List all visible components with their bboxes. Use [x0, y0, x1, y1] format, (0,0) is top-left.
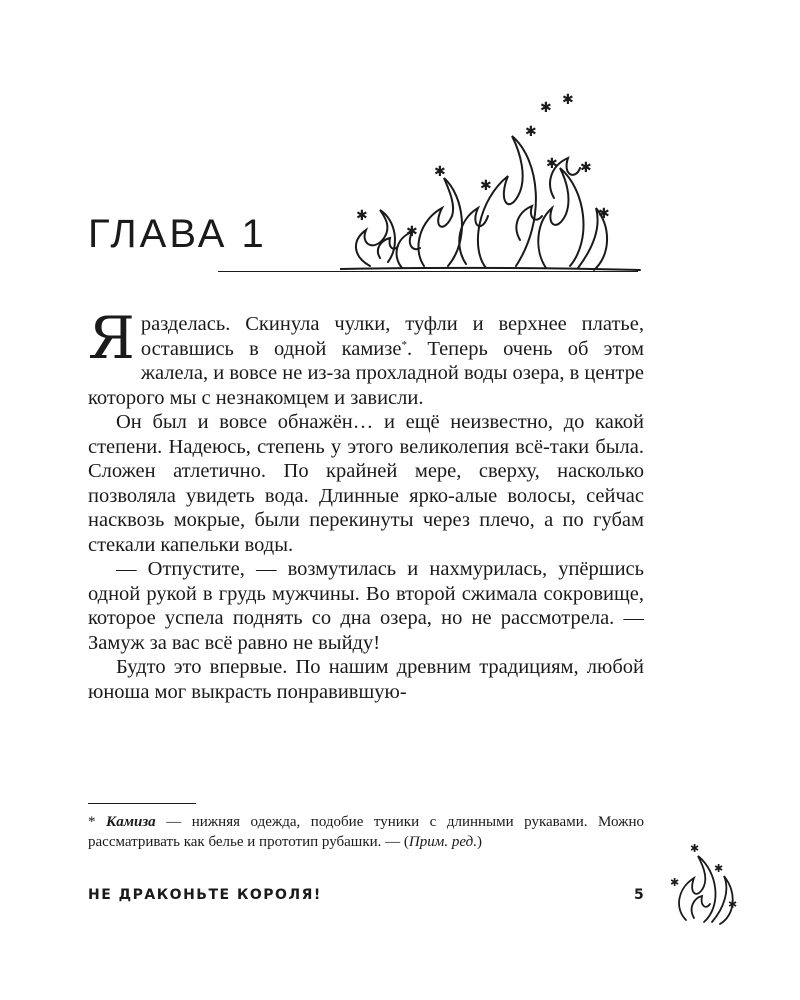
- footnote-marker: *: [88, 814, 107, 830]
- star-icon: ✱: [540, 100, 552, 116]
- flame-stroke: [692, 896, 710, 918]
- paragraph-4: Будто это впервые. По нашим древним традициям, любой юноша мог выкрасть понравившую-: [88, 656, 644, 703]
- star-icon: ✱: [598, 206, 610, 222]
- star-icon: ✱: [562, 92, 574, 108]
- star-icon: ✱: [580, 160, 592, 176]
- running-title: НЕ ДРАКОНЬТЕ КОРОЛЯ!: [88, 887, 322, 903]
- flame-stroke: [538, 168, 583, 268]
- star-icon: ✱: [525, 124, 537, 140]
- star-icon: ✱: [690, 842, 700, 855]
- star-icon: ✱: [728, 898, 738, 911]
- paragraph-text: разделась. Скинула чулки, туфли и верхнее платье, оставшись в одной камизе: [140, 313, 644, 360]
- paragraph-2: Он был и вовсе обнажён… и ещё неизвестно, до какой степени. Надеюсь, степень у этого великолепия всё-таки была. Сложен атлетично. По крайней мере, сверху, насколько позволяла увидеть вода. Длинные ярко-алые волосы, сейчас насквозь мокрые, были перекинуты через плечо, а по губам стекали капельки воды.: [88, 411, 644, 556]
- star-icon: ✱: [670, 876, 680, 889]
- paragraph-3: — Отпустите, — возмутилась и нахмурилась, упёршись одной рукой в грудь мужчины. Во второй сжимала сокровище, которое успела поднять со дна озера, но не рассмотрела. — Замуж за вас всё равно не выйду!: [88, 558, 644, 654]
- title-rule: [218, 271, 638, 272]
- star-icon: ✱: [714, 862, 724, 875]
- paragraph-text: . Теперь очень об этом жалела, и вовсе не из-за прохладной воды озера, в центре которого мы с незнакомцем и зависли.: [88, 337, 644, 409]
- footnote-rule: [88, 803, 196, 804]
- paragraph-1: [88, 304, 644, 410]
- page-number: 5: [634, 887, 644, 903]
- drop-cap: Я: [88, 304, 135, 372]
- footnote-editor-note: Прим. ред.: [408, 834, 477, 850]
- footnote: [88, 812, 644, 852]
- flame-illustration: [340, 80, 650, 280]
- footnote-text: — нижняя одежда, подобие туники с длинными рукавами. Можно рассматривать как белье и прототип рубашки. — (: [88, 814, 644, 850]
- flame-stroke: [478, 136, 536, 268]
- footnote-term: Камиза: [106, 814, 156, 830]
- flame-stroke: [679, 856, 715, 922]
- star-icon: ✱: [546, 156, 558, 172]
- chapter-title: ГЛАВА 1: [88, 212, 267, 256]
- star-icon: ✱: [434, 164, 446, 180]
- flame-ornament: [664, 838, 740, 928]
- star-icon: ✱: [356, 208, 368, 224]
- flame-stroke: [418, 178, 462, 266]
- flame-stroke: [459, 208, 488, 264]
- body-text: [88, 304, 644, 704]
- star-icon: ✱: [480, 178, 492, 194]
- footnote-reference: *: [401, 338, 407, 351]
- footnote-close: ): [476, 834, 482, 850]
- star-icon: ✱: [406, 224, 418, 240]
